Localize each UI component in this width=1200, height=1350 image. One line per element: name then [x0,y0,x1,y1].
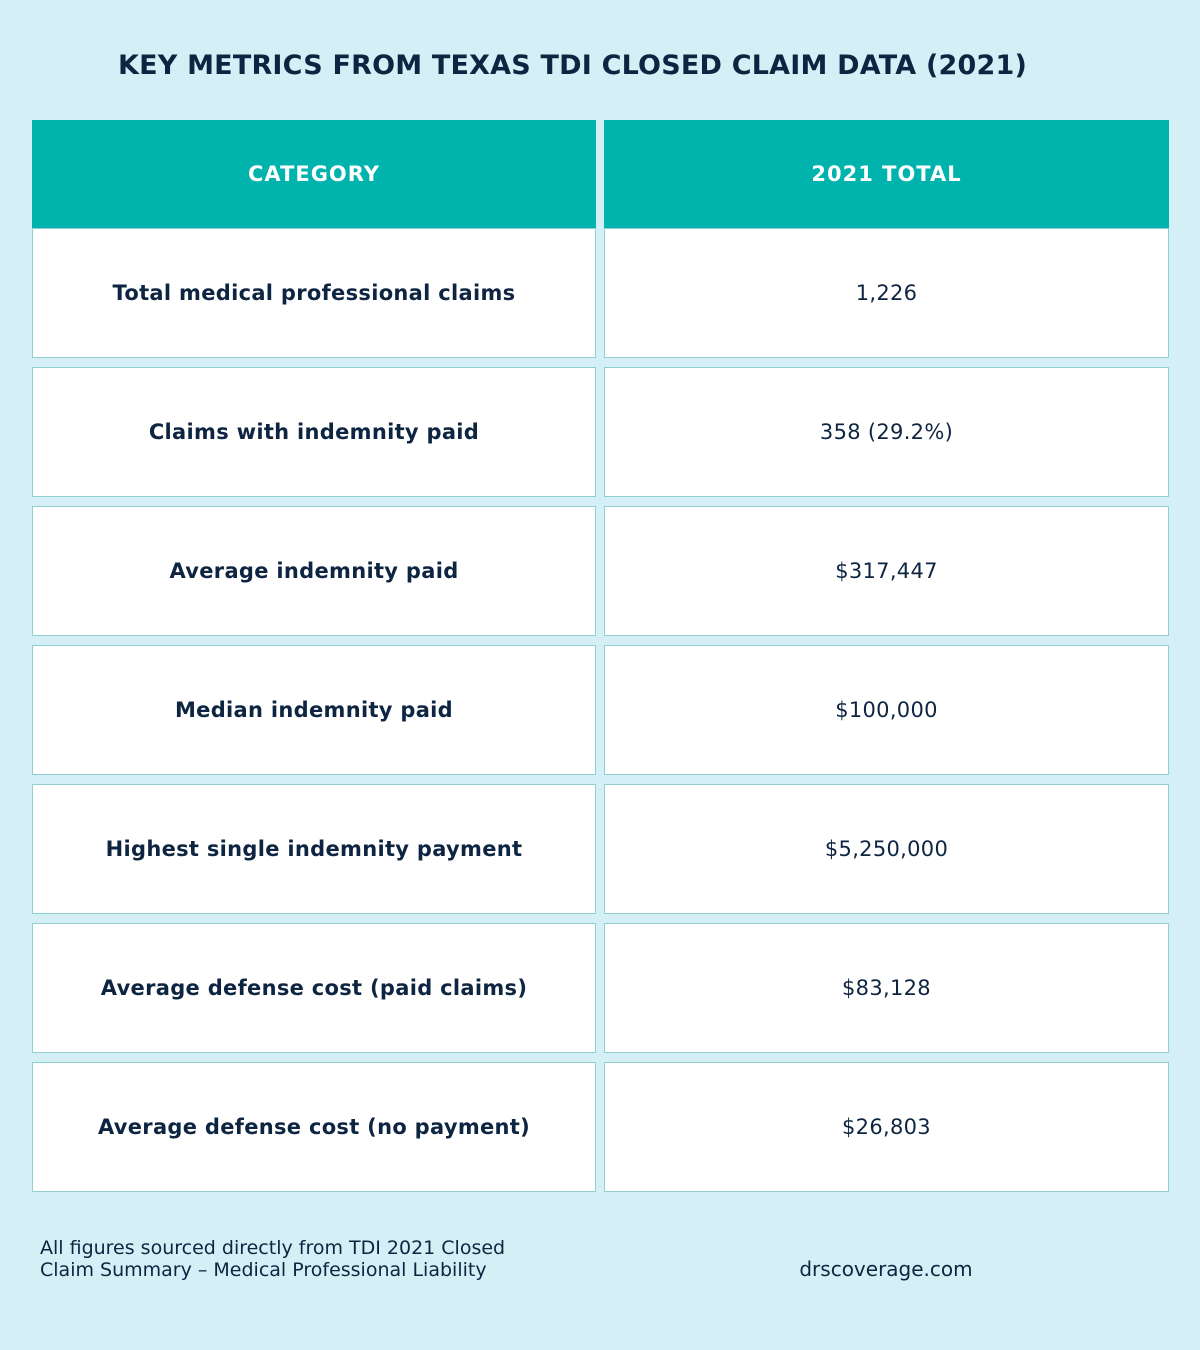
column-header-category: CATEGORY [32,120,596,228]
value-cell [604,228,1169,358]
value-label: 358 (29.2%) [819,420,954,444]
category-label: Average indemnity paid [169,559,459,583]
table-row [32,645,1169,775]
value-cell [604,506,1169,636]
category-label: Claims with indemnity paid [148,420,480,444]
table-row [32,228,1169,358]
category-cell [32,1062,596,1192]
table-row [32,784,1169,914]
value-cell [604,784,1169,914]
value-label: $5,250,000 [824,837,949,861]
category-cell [32,506,596,636]
value-cell [604,1062,1169,1192]
table-row [32,1062,1169,1192]
category-label: Median indemnity paid [174,698,454,722]
category-label: Total medical professional claims [112,281,516,305]
category-cell [32,784,596,914]
category-cell [32,645,596,775]
metrics-table [32,120,1169,1201]
website-link: drscoverage.com [799,1257,973,1281]
category-cell [32,923,596,1053]
category-label: Average defense cost (no payment) [97,1115,531,1139]
value-label: $100,000 [835,698,938,722]
category-cell [32,228,596,358]
source-note: All figures sourced directly from TDI 2021 Closed Claim Summary – Medical Professional Liability [40,1237,506,1281]
value-cell [604,645,1169,775]
value-label: $83,128 [842,976,931,1000]
table-row [32,367,1169,497]
category-cell [32,367,596,497]
table-row [32,506,1169,636]
value-cell [604,367,1169,497]
table-header-row [32,120,1169,228]
value-label: $26,803 [842,1115,931,1139]
category-label: Highest single indemnity payment [105,837,523,861]
page-title: KEY METRICS FROM TEXAS TDI CLOSED CLAIM DATA (2021) [118,50,1027,81]
table-row [32,923,1169,1053]
category-label: Average defense cost (paid claims) [100,976,528,1000]
value-label: $317,447 [835,559,938,583]
value-cell [604,923,1169,1053]
value-label: 1,226 [855,281,918,305]
column-header-total: 2021 TOTAL [604,120,1169,228]
